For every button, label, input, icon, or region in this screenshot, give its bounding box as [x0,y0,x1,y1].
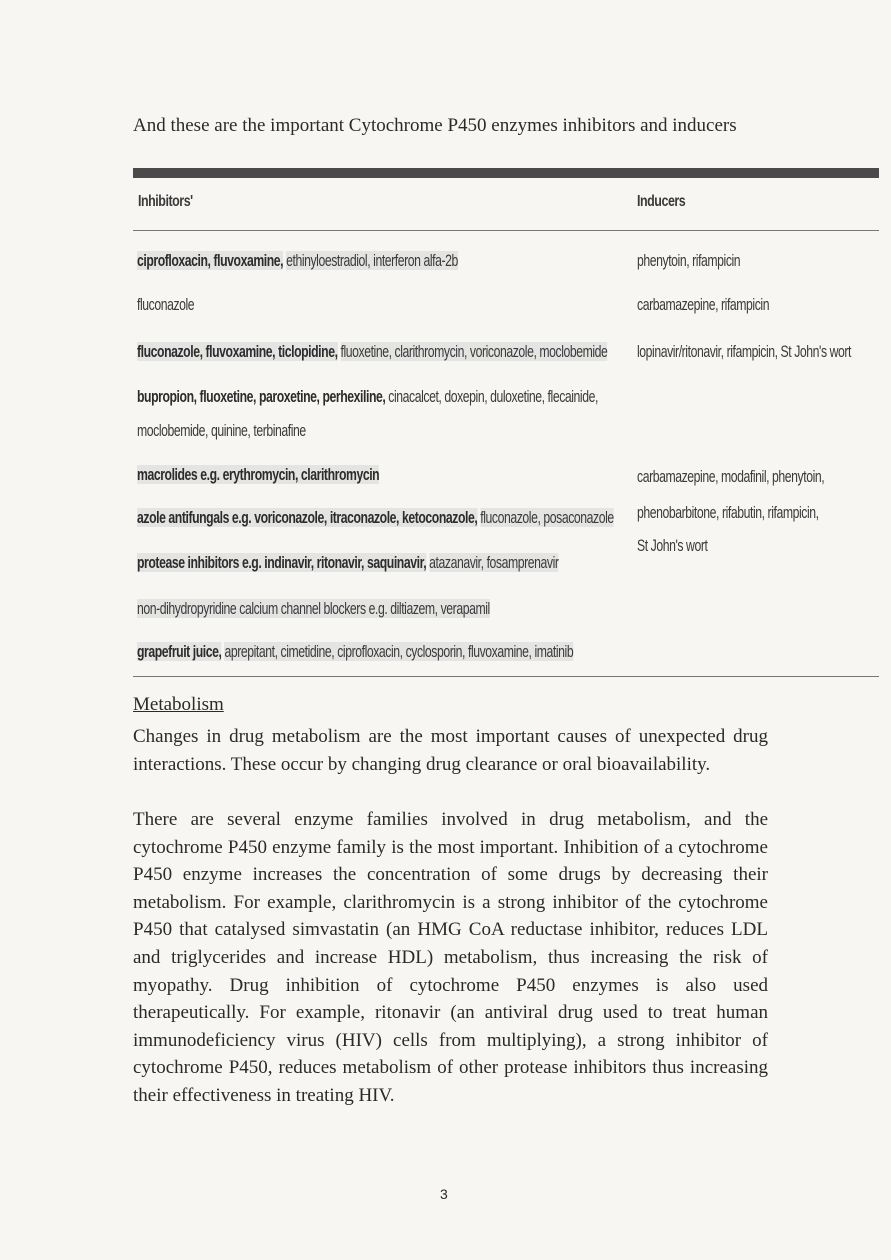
group-inhibitor-1-bold: macrolides e.g. erythromycin, clarithromycin [137,465,380,484]
row-3-inhibitors-rest: fluoxetine, clarithromycin, voriconazole, moclobemide [340,342,608,361]
group-inhibitor-2-rest: fluconazole, posaconazole [480,508,614,527]
paragraph-1: Changes in drug metabolism are the most important causes of unexpected drug interactions. These occur by changing drug clearance or oral bioavailability. [133,726,768,775]
group-inhibitor-4 [137,596,490,622]
header-inducers: Inducers [637,193,686,210]
table-row-3-inhibitors [137,339,607,365]
group-inhibitor-5 [137,639,573,665]
row-4-inhibitors-bold: bupropion, fluoxetine, paroxetine, perhexiline, [137,387,386,406]
group-inhibitor-2-bold: azole antifungals e.g. voriconazole, itraconazole, ketoconazole, [137,508,478,527]
header-inhibitors: Inhibitors' [138,193,193,210]
table-row-2-inhibitors [137,292,194,318]
group-inducer-1: carbamazepine, modafinil, phenytoin, [637,467,825,486]
row-1-inhibitors-rest: ethinyloestradiol, interferon alfa-2b [286,251,458,270]
group-inhibitor-1 [137,462,379,488]
table-row-4-inhibitors-line2: moclobemide, quinine, terbinafine [137,421,306,440]
row-4-inhibitors-rest: cinacalcet, doxepin, duloxetine, flecainide, [388,387,598,406]
header-rule [133,230,879,231]
group-inhibitor-3-bold: protease inhibitors e.g. indinavir, ritonavir, saquinavir, [137,553,427,572]
group-inducer-3: St John's wort [637,536,708,555]
row-2-inhibitors-rest: fluconazole [137,295,195,314]
table-row-1-inducers: phenytoin, rifampicin [637,251,741,270]
group-inhibitor-3-rest: atazanavir, fosamprenavir [429,553,559,572]
row-1-inhibitors-bold: ciprofloxacin, fluvoxamine, [137,251,284,270]
group-inhibitor-5-rest: aprepitant, cimetidine, ciprofloxacin, cyclosporin, fluvoxamine, imatinib [224,642,574,661]
group-inducer-2: phenobarbitone, rifabutin, rifampicin, [637,503,819,522]
table-top-rule [133,168,879,178]
group-inhibitor-2 [137,505,614,531]
table-row-2-inducers: carbamazepine, rifampicin [637,295,770,314]
paragraph-2: There are several enzyme families involved in drug metabolism, and the cytochrome P450 enzyme family is the most important. Inhibition of a cytochrome P450 enzyme increases the concentration of some drugs by decreasing their metabolism. For example, clarithromycin is a strong inhibitor of the cytochrome P450 that catalysed simvastatin (an HMG CoA reductase inhibitor, reduces LDL and triglycerides and increase HDL) metabolism, thus increasing the risk of myopathy. Drug inhibition of cytochrome P450 enzymes is also used therapeutically. For example, ritonavir (an antiviral drug used to treat human immunodeficiency virus (HIV) cells from multiplying), a strong inhibitor of cytochrome P450, reduces metabolism of other protease inhibitors thus increasing their effectiveness in treating HIV. [133,809,768,1106]
group-inhibitor-5-bold: grapefruit juice, [137,642,222,661]
table-row-3-inducers: lopinavir/ritonavir, rifampicin, St John's wort [637,342,852,361]
table-bottom-rule [133,676,879,677]
table-row-4-inhibitors [137,384,598,410]
group-inhibitor-3 [137,550,559,576]
row-3-inhibitors-bold: fluconazole, fluvoxamine, ticlopidine, [137,342,338,361]
intro-text: And these are the important Cytochrome P450 enzymes inhibitors and inducers [133,115,737,136]
section-title: Metabolism [133,694,224,715]
table-row-1-inhibitors [137,248,458,274]
page-number: 3 [440,1186,448,1202]
group-inhibitor-4-rest: non-dihydropyridine calcium channel blockers e.g. diltiazem, verapamil [137,599,490,618]
